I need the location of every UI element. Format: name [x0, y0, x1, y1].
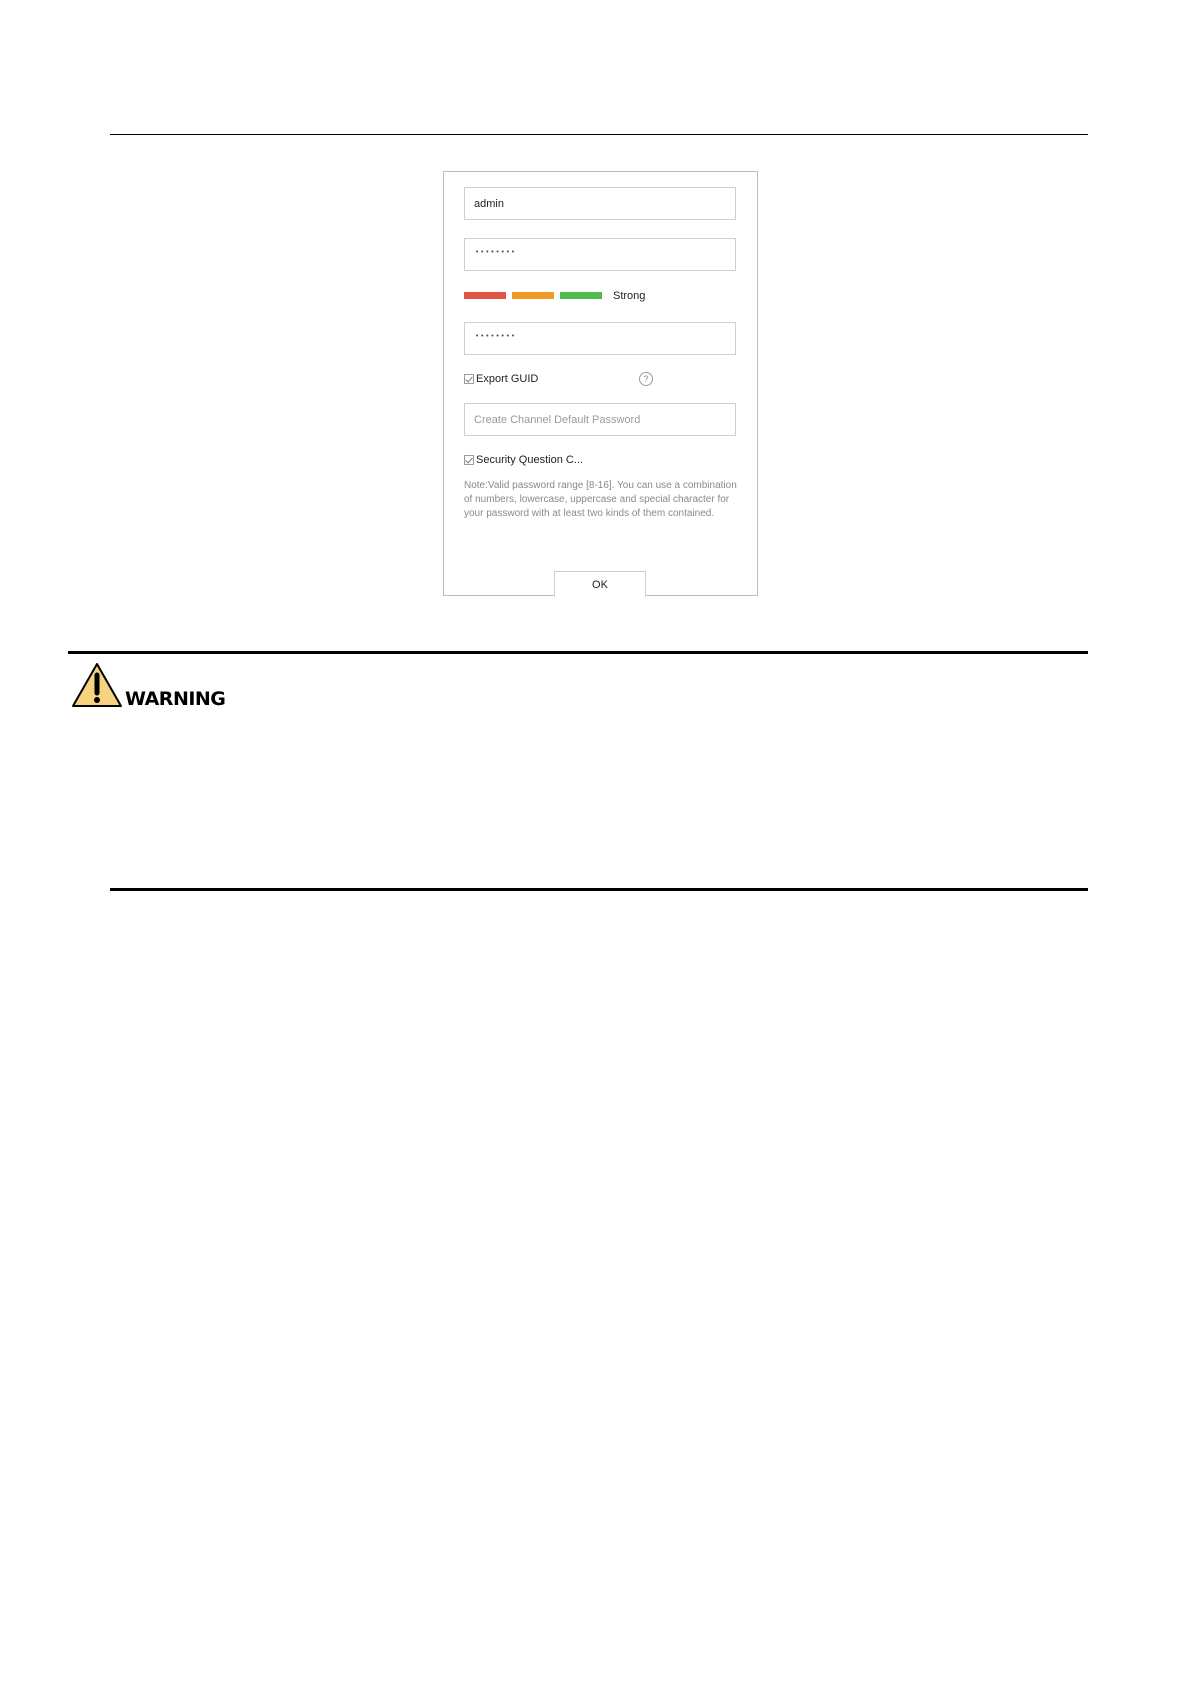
channel-default-password-field[interactable]	[464, 403, 736, 436]
warning-label: WARNING	[125, 688, 226, 710]
confirm-password-field[interactable]	[464, 322, 736, 355]
security-question-checkbox[interactable]	[464, 455, 474, 465]
security-question-label: Security Question C...	[476, 454, 583, 466]
help-icon[interactable]: ?	[639, 372, 653, 386]
strength-label: Strong	[613, 290, 646, 302]
username-field[interactable]	[464, 187, 736, 220]
export-guid-checkbox[interactable]	[464, 374, 474, 384]
header-rule	[110, 134, 1088, 135]
warning-top-rule	[68, 651, 1088, 654]
strength-bar-strong	[560, 292, 602, 299]
password-note: Note:Valid password range [8-16]. You can use a combination of numbers, lowercase, uppercase and special character for your password with at least two kinds of them contained.	[464, 480, 737, 519]
strength-bar-weak	[464, 292, 506, 299]
password-mask: ••••••••	[475, 248, 517, 256]
export-guid-label: Export GUID	[476, 373, 539, 385]
ok-button[interactable]: OK	[554, 571, 646, 597]
warning-bottom-rule	[110, 888, 1088, 891]
export-guid-option[interactable]	[464, 372, 538, 386]
password-field[interactable]	[464, 238, 736, 271]
confirm-password-mask: ••••••••	[475, 332, 517, 340]
password-strength-meter	[464, 292, 736, 308]
strength-bar-medium	[512, 292, 554, 299]
activation-dialog	[443, 171, 758, 596]
warning-triangle-icon	[71, 662, 123, 708]
security-question-option[interactable]	[464, 453, 583, 467]
